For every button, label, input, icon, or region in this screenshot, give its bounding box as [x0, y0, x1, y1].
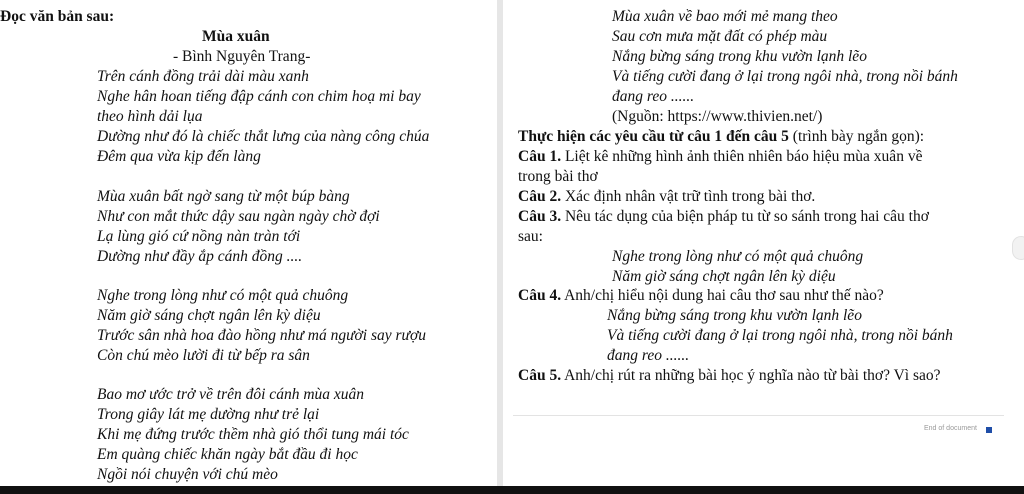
- question-1: [518, 147, 922, 167]
- quoted-verse: đang reo ......: [607, 347, 690, 364]
- poem-line: Đêm qua vừa kịp đến làng: [97, 148, 261, 165]
- poem-line: Mùa xuân bất ngờ sang từ một búp bàng: [97, 188, 350, 205]
- question-text: trong bài thơ: [518, 168, 598, 185]
- poem-line: Dường như đầy ắp cánh đồng ....: [97, 248, 303, 265]
- left-page: [0, 0, 497, 494]
- question-text: Anh/chị rút ra những bài học ý nghĩa nào từ bài thơ? Vì sao?: [561, 367, 941, 384]
- poem-line: Nắng bừng sáng trong khu vườn lạnh lẽo: [612, 48, 867, 65]
- poem-line: Sau cơn mưa mặt đất có phép màu: [612, 28, 828, 45]
- end-of-document-label: End of document: [924, 425, 977, 432]
- question-label: Câu 2.: [518, 188, 562, 205]
- quoted-verse: Năm giờ sáng chợt ngân lên kỳ diệu: [612, 268, 836, 285]
- question-label: Câu 3.: [518, 208, 562, 225]
- question-text: Anh/chị hiểu nội dung hai câu thơ sau như thế nào?: [561, 287, 884, 304]
- poem-line: Em quàng chiếc khăn ngày bắt đầu đi học: [97, 446, 358, 463]
- poem-line: Bao mơ ước trở về trên đôi cánh mùa xuân: [97, 386, 365, 403]
- question-label: Câu 1.: [518, 148, 562, 165]
- quoted-verse: Nắng bừng sáng trong khu vườn lạnh lẽo: [607, 307, 862, 324]
- poem-line: Trên cánh đồng trải dài màu xanh: [97, 68, 309, 85]
- poem-line: Và tiếng cười đang ở lại trong ngôi nhà, trong nồi bánh: [612, 68, 958, 85]
- poem-line: theo hình dải lụa: [97, 108, 203, 125]
- poem-line: Ngồi nói chuyện với chú mèo: [97, 466, 278, 483]
- poem-line: Khi mẹ đứng trước thềm nhà gió thổi tung mái tóc: [97, 426, 409, 443]
- question-label: Câu 4.: [518, 287, 562, 304]
- scroll-handle[interactable]: [1012, 236, 1024, 260]
- instructions-bold: Thực hiện các yêu cầu từ câu 1 đến câu 5: [518, 128, 789, 145]
- question-2: [518, 187, 815, 207]
- poem-line: Như con mắt thức dậy sau ngàn ngày chờ đợi: [97, 208, 380, 225]
- poem-line: đang reo ......: [612, 88, 695, 105]
- poem-line: Nghe hân hoan tiếng đập cánh con chim hoạ mi bay: [97, 88, 421, 105]
- poem-line: Năm giờ sáng chợt ngân lên kỳ diệu: [97, 307, 321, 324]
- poem-line: Dường như đó là chiếc thắt lưng của nàng công chúa: [97, 128, 430, 145]
- reading-heading: Đọc văn bản sau:: [0, 8, 115, 25]
- instructions-rest: (trình bày ngắn gọn):: [788, 128, 925, 145]
- source-citation: (Nguồn: https://www.thivien.net/): [612, 108, 823, 125]
- question-text: sau:: [518, 228, 543, 245]
- question-text: Liệt kê những hình ảnh thiên nhiên báo hiệu mùa xuân về: [561, 148, 923, 165]
- poem-line: Nghe trong lòng như có một quả chuông: [97, 287, 349, 304]
- instructions: [518, 127, 924, 147]
- poem-line: Trước sân nhà hoa đào hồng như má người say rượu: [97, 327, 427, 344]
- poem-line: Trong giây lát mẹ dường như trẻ lại: [97, 406, 320, 423]
- quoted-verse: Và tiếng cười đang ở lại trong ngôi nhà, trong nồi bánh: [607, 327, 953, 344]
- end-divider: [513, 415, 1004, 416]
- question-4: [518, 286, 884, 306]
- end-of-document-marker: [986, 427, 992, 433]
- question-label: Câu 5.: [518, 367, 562, 384]
- question-5: [518, 366, 941, 386]
- question-text: Nêu tác dụng của biện pháp tu từ so sánh trong hai câu thơ: [561, 208, 929, 225]
- bottom-bar: [0, 486, 1024, 494]
- question-text: Xác định nhân vật trữ tình trong bài thơ.: [561, 188, 816, 205]
- quoted-verse: Nghe trong lòng như có một quả chuông: [612, 248, 864, 265]
- poem-title: Mùa xuân: [202, 28, 270, 45]
- poem-line: Còn chú mèo lười đi từ bếp ra sân: [97, 347, 310, 364]
- question-3: [518, 207, 929, 227]
- poem-line: Mùa xuân về bao mới mẻ mang theo: [612, 8, 838, 25]
- poem-author: - Bình Nguyên Trang-: [173, 48, 311, 65]
- poem-line: Lạ lùng gió cứ nồng nàn tràn tới: [97, 228, 301, 245]
